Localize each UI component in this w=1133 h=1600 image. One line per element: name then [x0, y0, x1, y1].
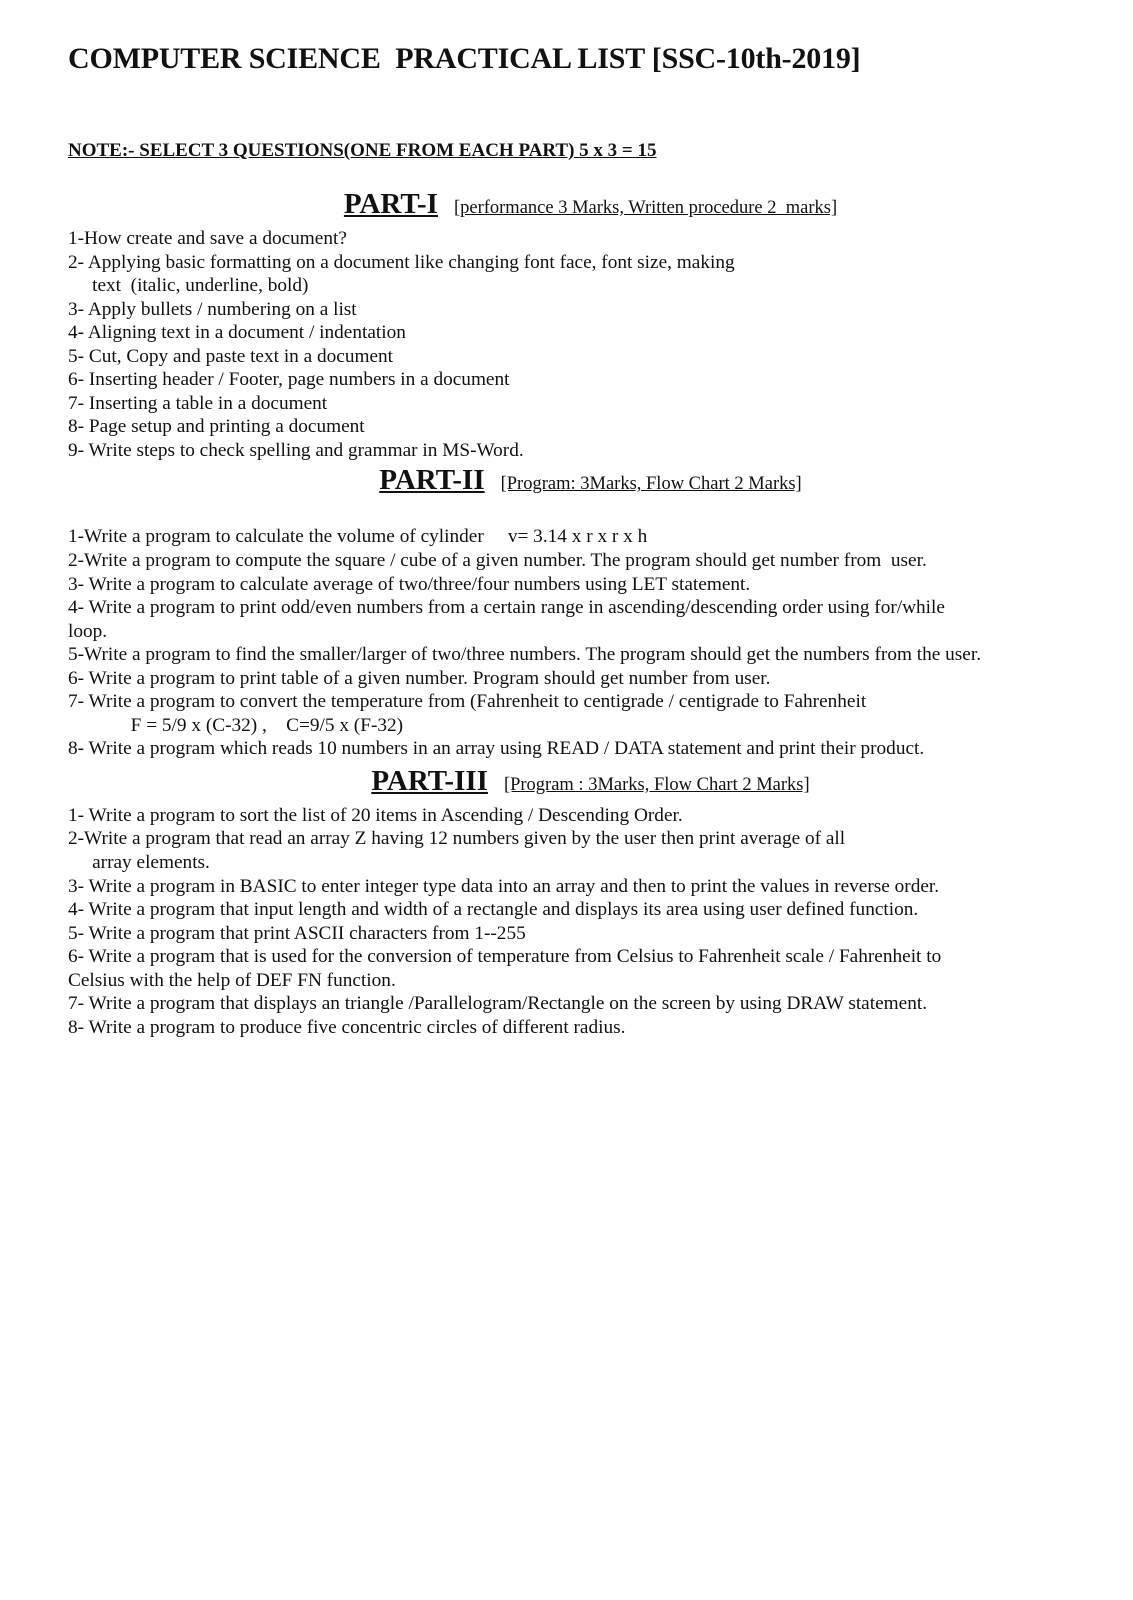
- question-line: 7- Write a program that displays an triangle /Parallelogram/Rectangle on the screen by using DRAW statement.: [68, 993, 928, 1015]
- question-line: 3- Write a program to calculate average of two/three/four numbers using LET statement.: [68, 573, 751, 595]
- question-list: [68, 525, 1113, 760]
- question-line: 6- Write a program that is used for the conversion of temperature from Celsius to Fahrenheit scale / Fahrenheit to: [68, 946, 942, 968]
- question-line: 4- Write a program that input length and width of a rectangle and displays its area using user defined function.: [68, 899, 919, 921]
- question-line: 8- Write a program to produce five concentric circles of different radius.: [68, 1016, 626, 1038]
- question-line: 7- Write a program to convert the temperature from (Fahrenheit to centigrade / centigrade to Fahrenheit: [68, 691, 867, 713]
- question-line: array elements.: [68, 852, 210, 874]
- part-heading: [68, 186, 1113, 227]
- part-marks: [Program : 3Marks, Flow Chart 2 Marks]: [503, 774, 810, 795]
- question-line: F = 5/9 x (C-32) , C=9/5 x (F-32): [68, 714, 404, 736]
- part-marks: [Program: 3Marks, Flow Chart 2 Marks]: [500, 474, 802, 495]
- question-line: 6- Inserting header / Footer, page numbers in a document: [68, 369, 510, 391]
- part-title: PART-II: [379, 464, 485, 497]
- question-line: 3- Apply bullets / numbering on a list: [68, 298, 357, 320]
- part-marks: [performance 3 Marks, Written procedure 2 marks]: [453, 198, 838, 218]
- question-line: 5- Write a program that print ASCII characters from 1--255: [68, 922, 526, 944]
- part-heading: [68, 462, 1113, 503]
- part-title: PART-III: [371, 764, 488, 797]
- parts-container: [68, 186, 1113, 1039]
- question-line: 5- Cut, Copy and paste text in a document: [68, 345, 394, 367]
- part-iii-section: [68, 763, 1113, 1039]
- question-line: 2-Write a program to compute the square / cube of a given number. The program should get number from user.: [68, 550, 927, 572]
- question-line: 1-Write a program to calculate the volume of cylinder v= 3.14 x r x r x h: [68, 526, 648, 548]
- question-line: 1-How create and save a document?: [68, 228, 347, 249]
- question-line: 4- Write a program to print odd/even numbers from a certain range in ascending/descending order using for/while: [68, 597, 945, 619]
- question-line: 2-Write a program that read an array Z having 12 numbers given by the user then print average of all: [68, 828, 846, 850]
- question-line: 8- Page setup and printing a document: [68, 416, 365, 438]
- question-line: 9- Write steps to check spelling and grammar in MS-Word.: [68, 439, 524, 461]
- question-line: 8- Write a program which reads 10 numbers in an array using READ / DATA statement and print their product.: [68, 738, 925, 760]
- question-line: 7- Inserting a table in a document: [68, 392, 328, 414]
- question-line: 2- Applying basic formatting on a document like changing font face, font size, making: [68, 251, 735, 273]
- question-list: [68, 804, 1113, 1039]
- question-line: 5-Write a program to find the smaller/larger of two/three numbers. The program should get the numbers from the user.: [68, 644, 982, 666]
- document-title: COMPUTER SCIENCE PRACTICAL LIST [SSC-10th-2019]: [68, 42, 861, 75]
- question-line: text (italic, underline, bold): [68, 275, 309, 297]
- question-line: 4- Aligning text in a document / indentation: [68, 322, 406, 344]
- part-heading: [68, 763, 1113, 804]
- part-title: PART-I: [343, 188, 438, 220]
- question-line: 6- Write a program to print table of a given number. Program should get number from user.: [68, 667, 771, 689]
- question-line: loop.: [68, 620, 108, 642]
- question-line: 3- Write a program in BASIC to enter integer type data into an array and then to print the values in reverse order.: [68, 875, 940, 897]
- part-ii-section: [68, 462, 1113, 760]
- question-line: 1- Write a program to sort the list of 20 items in Ascending / Descending Order.: [68, 804, 683, 826]
- part-i-section: [68, 186, 1113, 462]
- question-line: Celsius with the help of DEF FN function.: [68, 969, 396, 991]
- question-list: [68, 227, 1113, 462]
- selection-note: NOTE:- SELECT 3 QUESTIONS(ONE FROM EACH PART) 5 x 3 = 15: [68, 140, 657, 161]
